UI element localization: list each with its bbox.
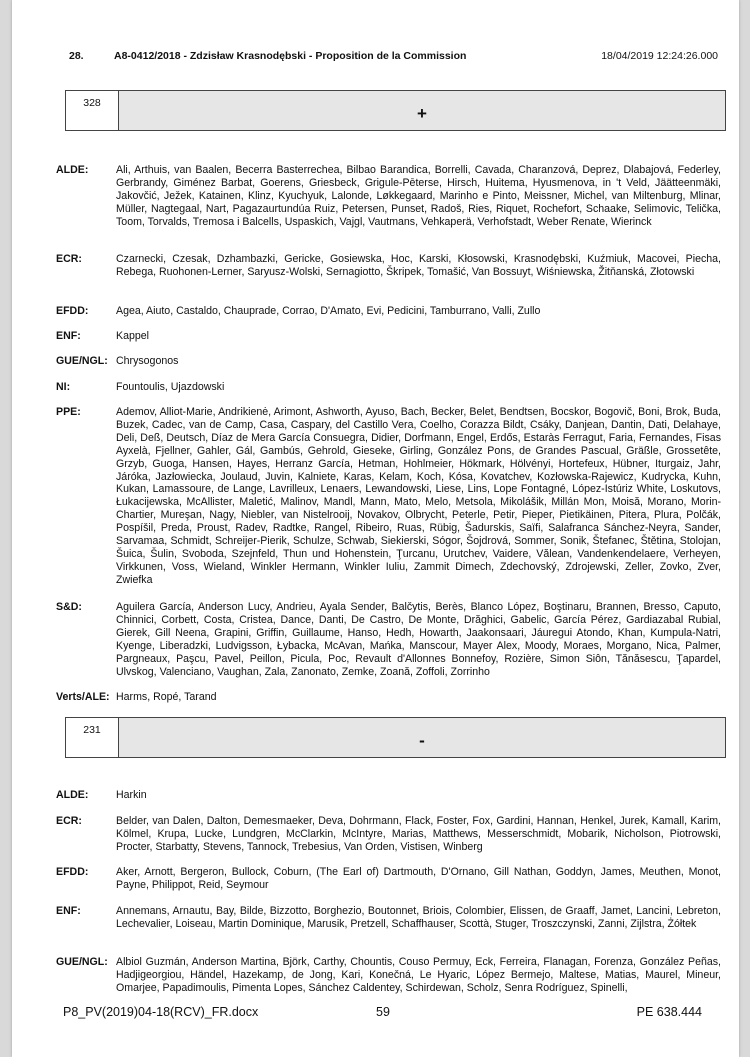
group-name: NI:: [56, 381, 71, 393]
group-members: Czarnecki, Czesak, Dzhambazki, Gericke, Gosiewska, Hoc, Karski, Kłosowski, Krasnodębski, Kuźmiuk, Macovei, Piecha, Rebega, Ruohonen-Lerner, Saryusz-Wolski, Sernagiotto, Škripek, Tomašić, Van Bossuyt, Wiśniewska, Žitňanská, Złotowski: [116, 253, 721, 278]
group-members: Albiol Guzmán, Anderson Martina, Björk, Carthy, Chountis, Couso Permuy, Eck, Ferreira, Flanagan, Forenza, González Peñas, Hadjigeorgiou, Händel, Hazekamp, de Jong, Kari, Konečná, Le Hyaric, López Bermejo, Maltese, Matias, Maurel, Mineur, Omarjee, Papadimoulis, Pimenta Lopes, Sánchez Caldentey, Schirdewan, Scholz, Senra Rodríguez, Spinelli,: [116, 956, 721, 994]
document-page: [12, 0, 739, 1057]
group-name: ENF:: [56, 905, 81, 917]
against-count: 231: [66, 718, 119, 757]
group-members: Harms, Ropé, Tarand: [116, 691, 217, 703]
group-name: S&D:: [56, 601, 82, 613]
group-name: ECR:: [56, 253, 82, 265]
group-members: Fountoulis, Ujazdowski: [116, 381, 225, 393]
vote-title: A8-0412/2018 - Zdzisław Krasnodębski - Proposition de la Commission: [114, 50, 467, 62]
group-name: ALDE:: [56, 164, 89, 176]
group-members: Kappel: [116, 330, 149, 342]
for-sign: +: [119, 91, 725, 130]
footer-filename: P8_PV(2019)04-18(RCV)_FR.docx: [63, 1005, 259, 1019]
group-members: Annemans, Arnautu, Bay, Bilde, Bizzotto, Borghezio, Boutonnet, Briois, Colombier, Elissen, de Graaff, Jamet, Lancini, Lebreton, Lechevalier, Loiseau, Martin Dominique, Marusik, Pretzell, Schaffhauser, Scottà, Stuger, Troszczynski, Zanni, Zijlstra, Żółtek: [116, 905, 721, 930]
group-name: EFDD:: [56, 305, 89, 317]
vote-header: [12, 50, 739, 70]
group-name: ENF:: [56, 330, 81, 342]
group-members: Agea, Aiuto, Castaldo, Chauprade, Corrao, D'Amato, Evi, Pedicini, Tamburrano, Valli, Zullo: [116, 305, 541, 317]
vote-number: 28.: [69, 50, 84, 62]
footer-pe-reference: PE 638.444: [636, 1005, 702, 1019]
group-name: EFDD:: [56, 866, 89, 878]
for-votes-box: [65, 90, 726, 131]
group-name: ALDE:: [56, 789, 89, 801]
footer-page-number: 59: [376, 1005, 390, 1019]
vote-timestamp: 18/04/2019 12:24:26.000: [601, 50, 718, 62]
against-votes-box: [65, 717, 726, 758]
group-members: Ali, Arthuis, van Baalen, Becerra Basterrechea, Bilbao Barandica, Borrelli, Cavada, Charanzová, Deprez, Dlabajová, Federley, Gerbrandy, Giménez Barbat, Goerens, Griesbeck, Grigule-Pēterse, Hirsch, Huitema, Hyusmenova, in 't Veld, Jäätteenmäki, Jakovčić, Ježek, Katainen, Klinz, Kyuchyuk, Lalonde, Løkkegaard, Marinho e Pinto, Meissner, Michel, van Miltenburg, Mlinar, Müller, Nagtegaal, Nart, Pagazaurtundúa Ruiz, Petersen, Punset, Radoš, Ries, Riquet, Rochefort, Schaake, Selimovic, Telička, Toom, Torvalds, Tremosa i Balcells, Uspaskich, Vajgl, Vautmans, Vehkaperä, Verhofstadt, Weber Renate, Wierinck: [116, 164, 721, 228]
group-members: Chrysogonos: [116, 355, 179, 367]
for-count: 328: [66, 91, 119, 130]
group-name: PPE:: [56, 406, 81, 418]
group-name: GUE/NGL:: [56, 355, 108, 367]
group-name: Verts/ALE:: [56, 691, 110, 703]
against-sign: -: [119, 718, 725, 757]
group-members: Ademov, Alliot-Marie, Andrikienė, Arimont, Ashworth, Ayuso, Bach, Becker, Belet, Bendtsen, Bocskor, Bogovič, Boni, Brok, Buda, Buzek, Cadec, van de Camp, Casa, Caspary, del Castillo Vera, Coelho, Corazza Bildt, Csáky, Danjean, Dantin, Dati, Delahaye, Deli, Deß, Deutsch, Díaz de Mera García Consuegra, Didier, Dorfmann, Engel, Erdős, Estaràs Ferragut, Faria, Fernandes, Fisas Ayxelà, Fjellner, Gahler, Gál, Gambús, Gehrold, Gieseke, Girling, González Pons, de Grandes Pascual, Gräßle, Grossetête, Grzyb, Guoga, Hansen, Hayes, Herranz García, Hetman, Hohlmeier, Hökmark, Hölvényi, Hortefeux, Hübner, Iturgaiz, Jahr, Járóka, Jazłowiecka, Joulaud, Juvin, Kalniete, Karas, Kelam, Koch, Kósa, Kovatchev, Kozłowska-Rajewicz, Kudrycka, Kuhn, Kukan, Lamassoure, de Lange, Lavrilleux, Lenaers, Lewandowski, Liese, Lins, Lope Fontagné, López-Istúriz White, Loskutovs, Łukacijewska, McAllister, Maletić, Malinov, Mandl, Mann, Mato, Melo, Metsola, Mikolášik, Millán Mon, Moisă, Morano, Morin-Chartier, Mureşan, Nagy, Niebler, van Nistelrooij, Novakov, Olbrycht, Peterle, Petir, Pieper, Pietikäinen, Pitera, Plura, Polčák, Pospíšil, Preda, Proust, Radev, Radtke, Rangel, Ribeiro, Ruas, Rübig, Šadurskis, Saïfi, Salafranca Sánchez-Neyra, Sander, Sarvamaa, Schmidt, Schreijer-Pierik, Schulze, Schwab, Siekierski, Sógor, Šojdrová, Sommer, Sonik, Štefanec, Štětina, Stolojan, Šuica, Šulin, Svoboda, Szejnfeld, Thun und Hohenstein, Ţurcanu, Urutchev, Vaidere, Vălean, Vandenkendelaere, Verheyen, Virkkunen, Voss, Wieland, Winkler Hermann, Winkler Iuliu, Zammit Dimech, Zdechovský, Zdrojewski, Zeller, Zovko, Zver, Zwiefka: [116, 406, 721, 586]
group-members: Harkin: [116, 789, 147, 801]
group-members: Aguilera García, Anderson Lucy, Andrieu, Ayala Sender, Balčytis, Berès, Blanco López, Boştinaru, Brannen, Bresso, Caputo, Chinnici, Corbett, Costa, Cristea, Dance, Danti, De Castro, De Monte, Drăghici, Gabelic, García Pérez, Gardiazabal Rubial, Gierek, Gill Neena, Grapini, Griffin, Guillaume, Hanso, Hedh, Howarth, Jaakonsaari, Jáuregui Atondo, Khan, Kumpula-Natri, Kyenge, Liberadzki, Ludvigsson, Łybacka, McAvan, Mańka, Manscour, Mayer Alex, Moody, Moraes, Morgano, Nica, Palmer, Pargneaux, Paşcu, Pavel, Peillon, Picula, Poc, Revault d'Allonnes Bonnefoy, Rozière, Simon Siôn, Tănăsescu, Ţapardel, Ulvskog, Valenciano, Vaughan, Zala, Zanonato, Zemke, Zoană, Zoffoli, Zorrinho: [116, 601, 721, 678]
group-name: ECR:: [56, 815, 82, 827]
group-members: Aker, Arnott, Bergeron, Bullock, Coburn, (The Earl of) Dartmouth, D'Ornano, Gill Nathan, Goddyn, James, Meuthen, Monot, Payne, Philippot, Reid, Seymour: [116, 866, 721, 891]
group-name: GUE/NGL:: [56, 956, 108, 968]
group-members: Belder, van Dalen, Dalton, Demesmaeker, Deva, Dohrmann, Flack, Foster, Fox, Gardini, Hannan, Henkel, Jurek, Kamall, Karim, Kölmel, Krupa, Lucke, Lundgren, McClarkin, McIntyre, Marias, Matthews, Messerschmidt, Mobarik, Nicholson, Piotrowski, Procter, Starbatty, Stevens, Tannock, Trebesius, Van Orden, Vistisen, Winberg: [116, 815, 721, 853]
